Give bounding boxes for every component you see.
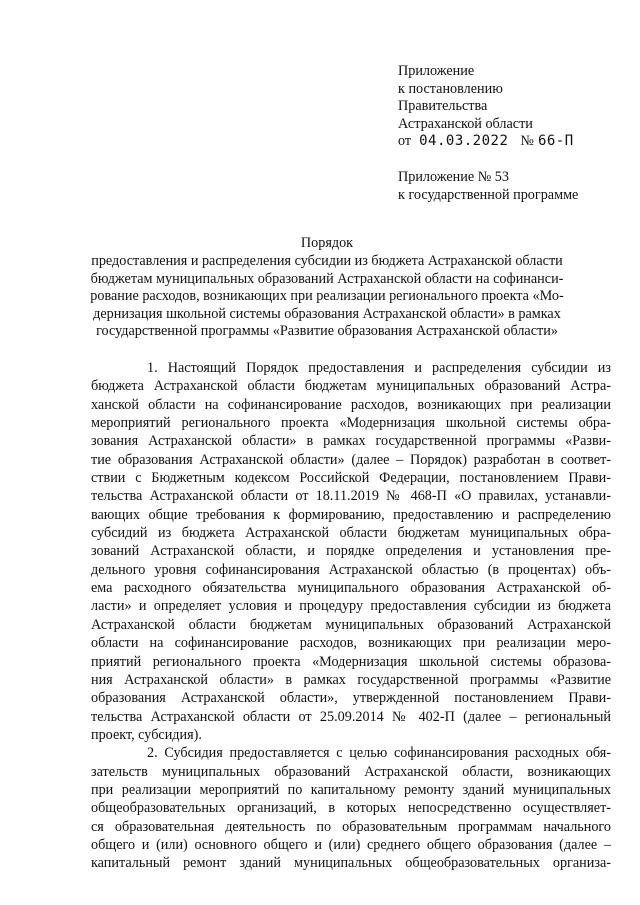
text-line: капитальный ремонт зданий муниципальных общеобразовательных организа- (91, 855, 611, 872)
from-label: от (398, 133, 412, 150)
text-line: зования Астраханской области» в рамках государственной программы «Разви- (91, 433, 611, 450)
document-body (91, 359, 611, 873)
text-line: дельного уровня софинансирования Астраханской областью (в процентах) объ- (91, 561, 611, 578)
text-line: тие образования Астраханской области» (далее – Порядок) разработан в соответ- (91, 451, 611, 468)
title-line: бюджетам муниципальных образований Астраханской области на софинанси- (90, 270, 564, 287)
text-line: зований Астраханской области, и порядке определения и установления пре- (91, 543, 611, 560)
text-line: зательств муниципальных образований Астраханской области, возникающих (91, 763, 611, 780)
text-line: 1. Настоящий Порядок предоставления и распределения субсидии из (147, 360, 611, 376)
text-line: ханской области на софинансирование расходов, возникающих при реализации (91, 396, 611, 413)
paragraph-1 (91, 359, 611, 744)
title-line: государственной программы «Развитие образования Астраханской области» (96, 323, 558, 340)
program-attachment-line: Приложение № 53 (398, 168, 509, 185)
text-line: проект, субсидия). (91, 726, 202, 743)
title-line: рование расходов, возникающих при реализации регионального проекта «Мо- (90, 288, 564, 305)
text-line: Астраханской области бюджетам муниципальных образований Астраханской (91, 616, 611, 633)
text-line: ема расходного обязательства муниципального образования Астраханской об- (91, 580, 611, 597)
text-line: тельства Астраханской области от 18.11.2019 № 468-П «О правилах, устанавли- (91, 488, 611, 505)
text-line: тельства Астраханской области от 25.09.2014 № 402-П (далее – региональный (91, 708, 611, 725)
attachment-line: Приложение (398, 63, 475, 79)
text-line: ствии с Бюджетным кодексом Российской Федерации, постановлением Прави- (91, 470, 611, 487)
text-line: ся образовательная деятельность по образовательным программам начального (91, 818, 611, 835)
text-line: ния Астраханской области» в рамках государственной программы «Развитие (91, 671, 611, 688)
title-heading: Порядок (300, 235, 354, 251)
resolution-date: 04.03.2022 (419, 133, 509, 150)
text-line: мероприятий регионального проекта «Модернизация школьной системы обра- (91, 415, 611, 432)
attachment-line: к постановлению (398, 80, 503, 97)
text-line: при реализации мероприятий по капитальному ремонту зданий муниципальных (91, 781, 611, 798)
attachment-block (398, 63, 578, 204)
text-line: вающих общие требования к формированию, предоставлению и распределению (91, 506, 611, 523)
text-line: ласти» и определяет условия и процедуру предоставления субсидии из бюджета (91, 598, 611, 615)
resolution-date-number (398, 133, 578, 151)
text-line: приятий регионального проекта «Модернизация школьной системы образова- (91, 653, 611, 670)
text-line: области на софинансирование расходов, возникающих при реализации меро- (91, 635, 611, 652)
text-line: образования Астраханской области», утвержденной постановлением Прави- (91, 690, 611, 707)
number-sign: № (520, 133, 534, 150)
document-title (40, 235, 614, 341)
spacer (398, 151, 578, 169)
text-line: 2. Субсидия предоставляется с целью софинансирования расходных обя- (147, 745, 611, 762)
program-attachment-line: к государственной программе (398, 186, 579, 203)
title-line: предоставления и распределения субсидии из бюджета Астраханской области (91, 253, 563, 270)
attachment-line: Астраханской области (398, 115, 533, 132)
text-line: бюджета Астраханской области бюджетам муниципальных образований Астра- (91, 378, 611, 395)
paragraph-2 (91, 744, 611, 872)
resolution-number: 66-П (537, 133, 574, 150)
text-line: субсидий из бюджета Астраханской области бюджетам муниципальных обра- (91, 525, 611, 542)
text-line: общего и (или) основного общего и (или) среднего общего образования (далее – (91, 836, 611, 853)
title-line: дернизация школьной системы образования Астраханской области» в рамках (93, 305, 561, 322)
attachment-line: Правительства (398, 98, 488, 115)
text-line: общеобразовательных организаций, в которых непосредственно осуществляет- (91, 800, 611, 817)
